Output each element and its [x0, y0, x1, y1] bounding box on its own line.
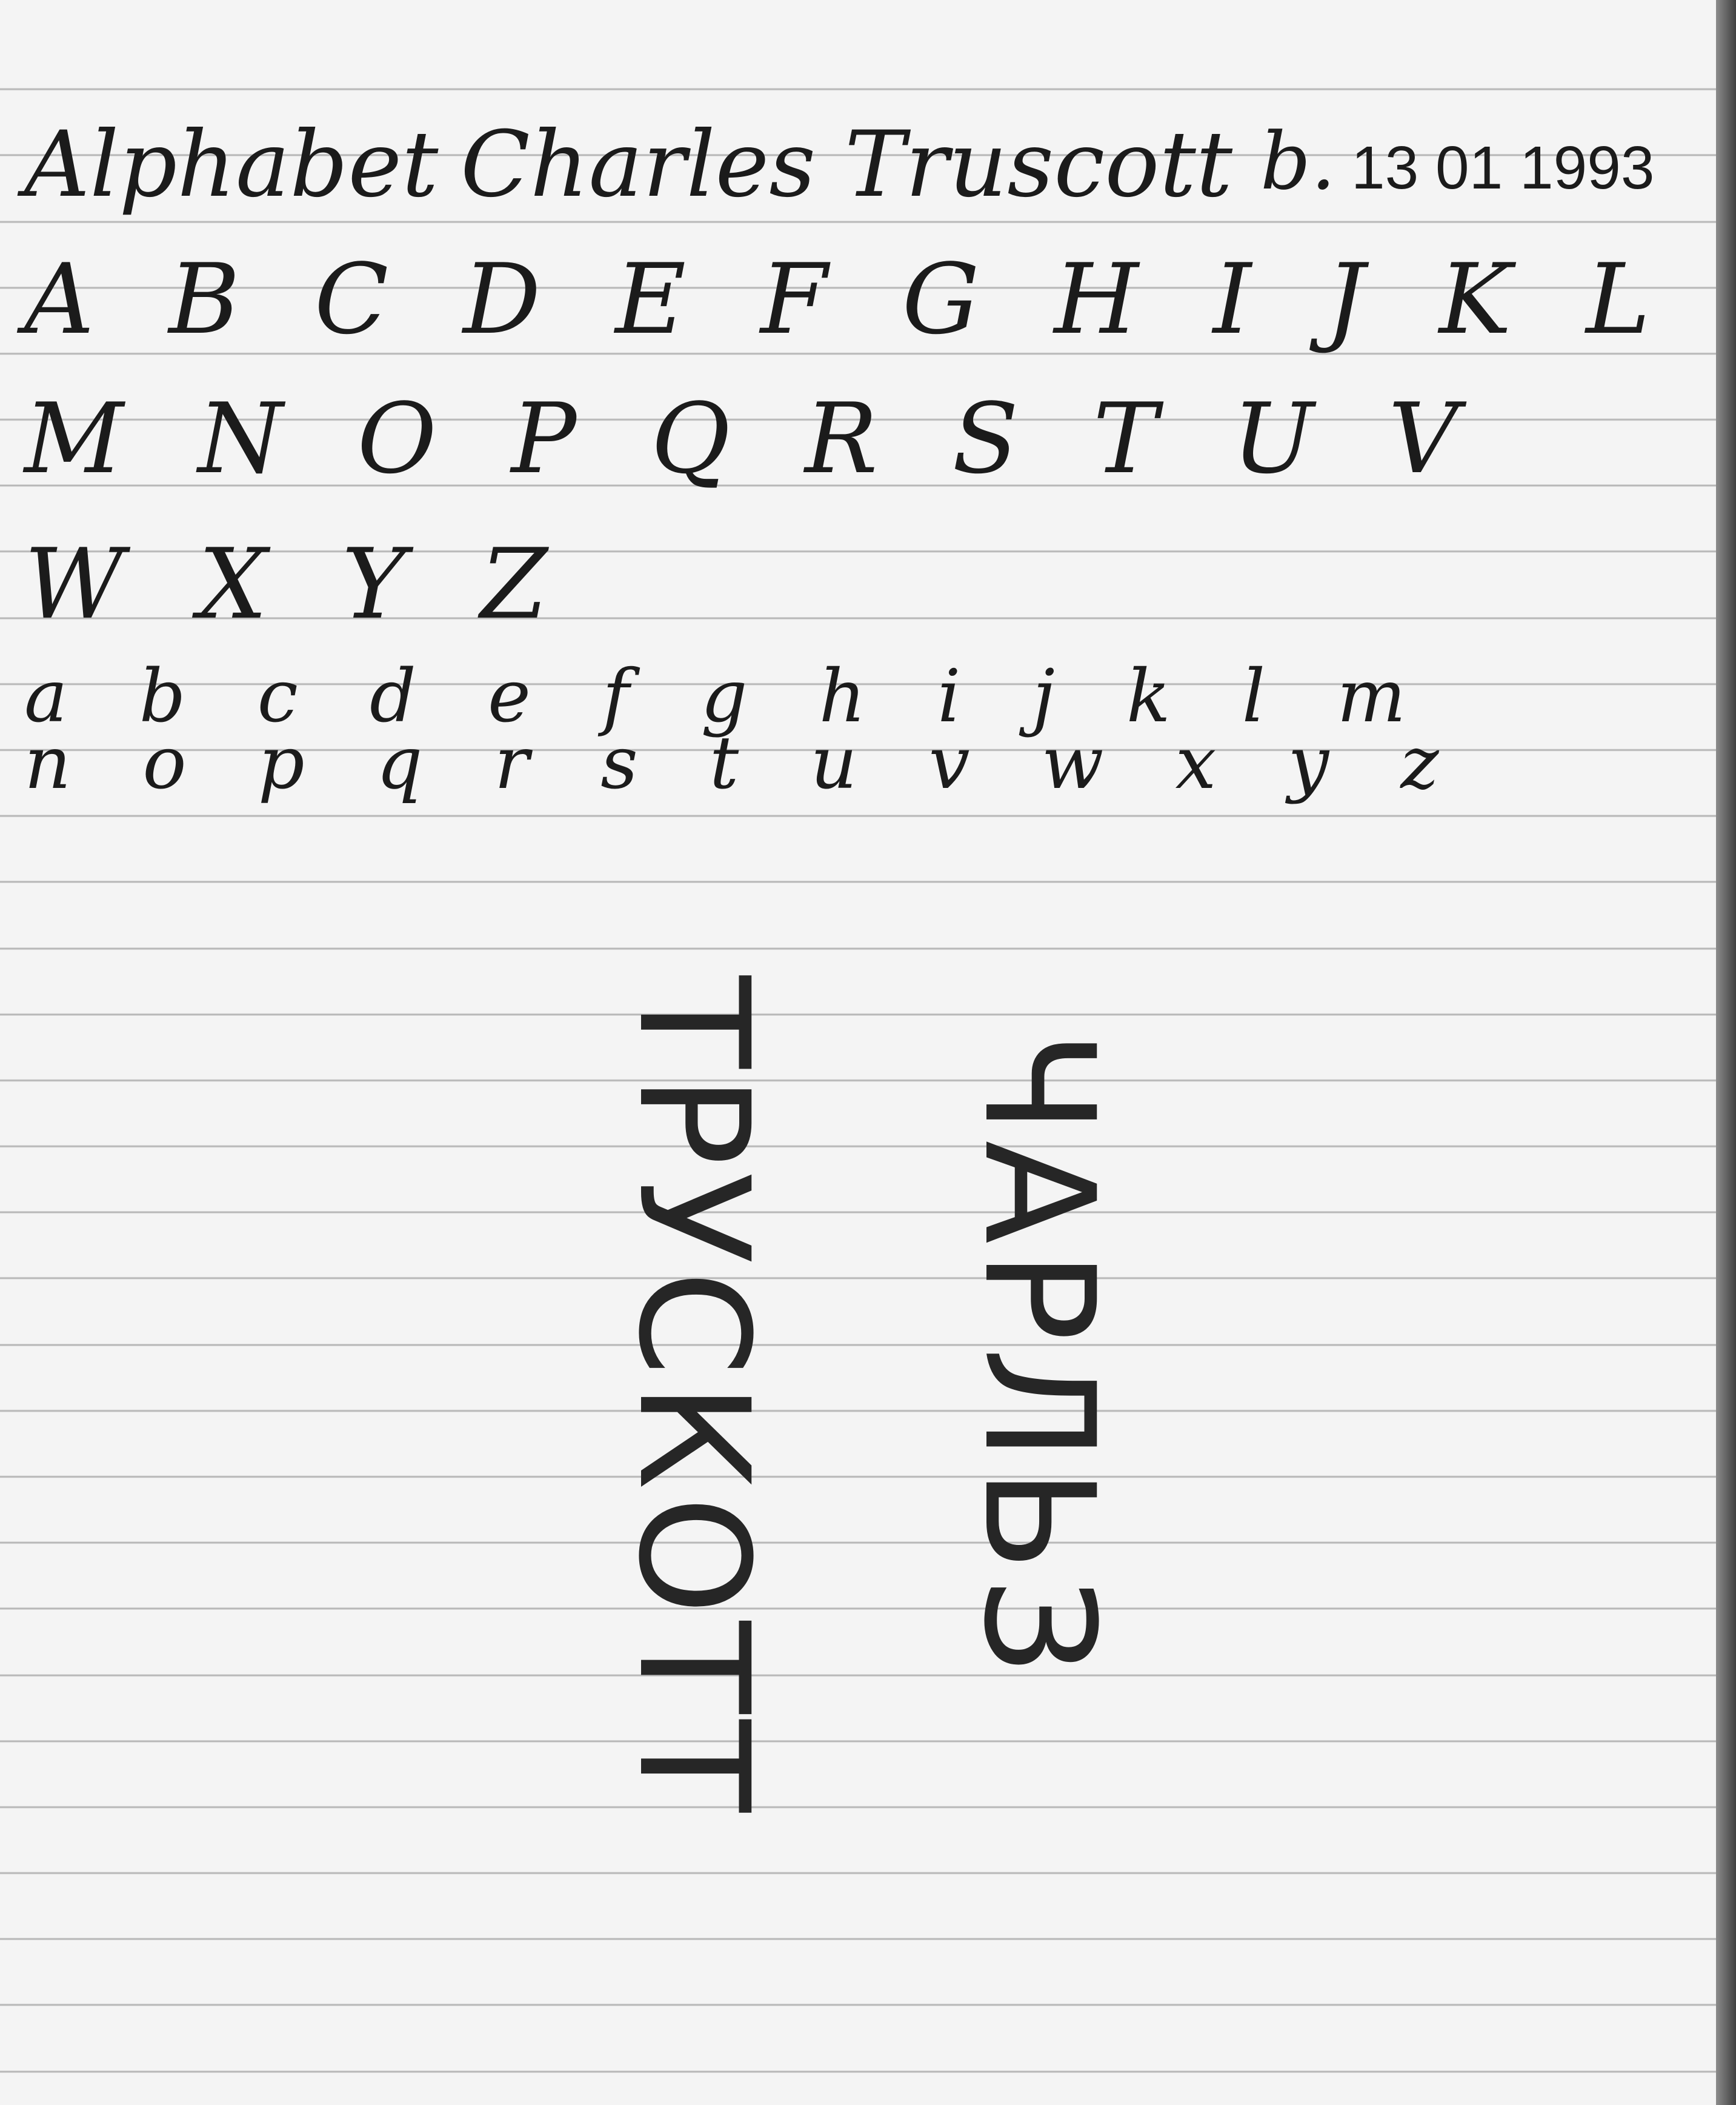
lowercase-row-1: a b c d e f g h i j k l m	[24, 655, 1431, 739]
uppercase-row-2: M N O P Q R S T U V	[24, 382, 1480, 495]
uppercase-row-1: A B C D E F G H I J K L	[24, 242, 1672, 356]
born-prefix: b.	[1260, 115, 1336, 207]
lowercase-row-2: n o p q r s t u v w x y z	[24, 721, 1463, 806]
alphabet-title: Alphabet	[24, 112, 439, 218]
birth-date: 13 01 1993	[1351, 134, 1655, 202]
uppercase-row-3: W X Y Z	[24, 527, 570, 641]
cyrillic-surname: ТРУСКОТТ	[605, 976, 782, 1819]
page-edge-shadow	[1716, 0, 1736, 2105]
author-name: Charles Truscott	[461, 112, 1233, 218]
cyrillic-first-name: ЧАРЛЬЗ	[951, 1030, 1127, 1681]
